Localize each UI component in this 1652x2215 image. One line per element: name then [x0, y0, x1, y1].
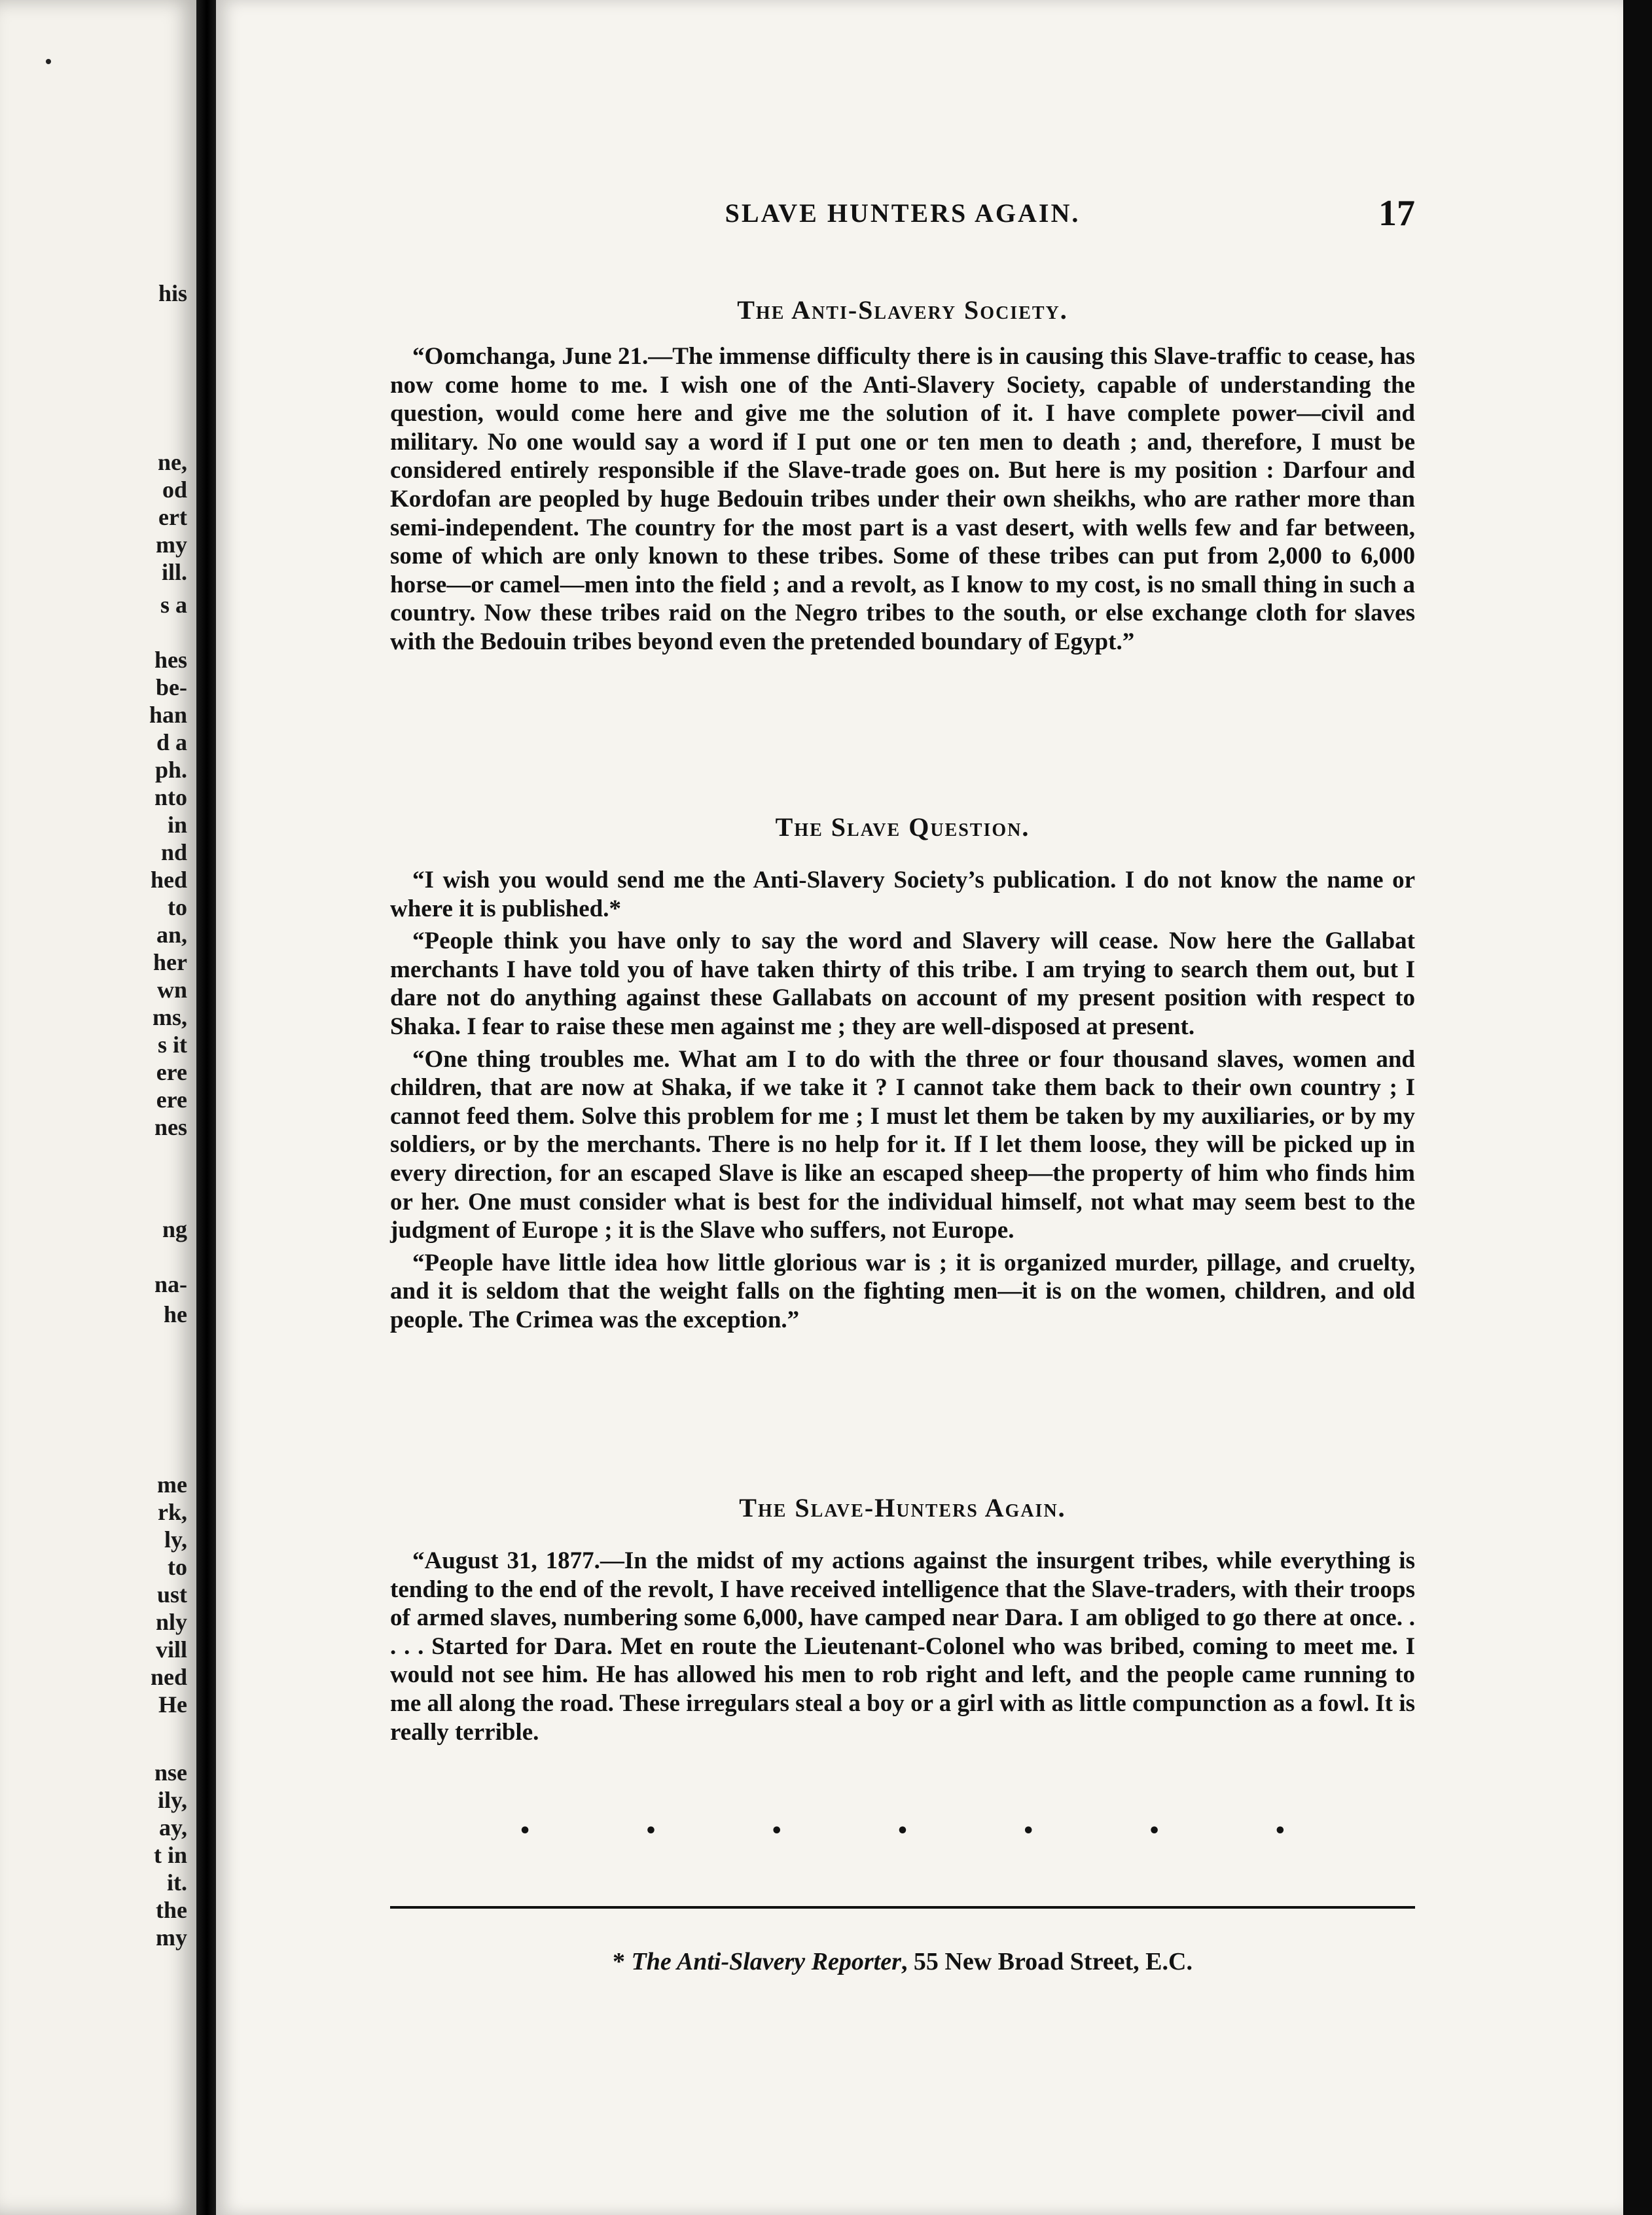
facing-page-fragment: it.	[167, 1869, 187, 1896]
facing-page-fragment: od	[162, 477, 187, 503]
separator-dot: •	[518, 1820, 531, 1843]
facing-page-fragment: nes	[154, 1114, 187, 1140]
facing-page-fragment: ere	[156, 1059, 187, 1085]
facing-page-fragment: me	[157, 1471, 187, 1498]
section-slave-hunters-again	[390, 1492, 1415, 1746]
facing-page-fragment: s it	[158, 1032, 187, 1058]
facing-page-fragment: s a	[160, 592, 187, 618]
paragraph: “People think you have only to say the word and Slavery will cease. Now here the Gallabat merchants I have told you of have taken thirty of this tribe. I am trying to search them out, but I dare not do anything against these Gallabats on account of my present position with respect to Shaka. I fear to raise these men against me ; they are well-disposed at present.	[390, 927, 1415, 1040]
facing-page-fragment: my	[156, 1924, 187, 1951]
facing-page-fragment: vill	[155, 1636, 187, 1663]
section-slave-question	[390, 812, 1415, 1335]
facing-page-fragment: an,	[156, 922, 187, 948]
facing-page-fragment: wn	[156, 977, 187, 1003]
facing-page-fragment: ay,	[158, 1814, 187, 1841]
paragraph: “One thing troubles me. What am I to do with the three or four thousand slaves, women and children, that are now at Shaka, if we take it ? I cannot take them back to their own country ; I cannot feed them. Solve this problem for me ; I must let them be taken by my auxiliaries, or by my soldiers, or by the merchants. There is no help for it. If I let them loose, they will be picked up in every direction, for an escaped Slave is like an escaped sheep—the property of him who finds him or her. One must consider what is best for the individual himself, not what may seem best to the judgment of Europe ; it is the Slave who suffers, not Europe.	[390, 1045, 1415, 1244]
facing-page-fragment: ng	[162, 1216, 187, 1242]
facing-page-fragment: na-	[154, 1271, 187, 1297]
facing-page-fragment: ne,	[158, 449, 187, 475]
facing-page-fragment: ere	[156, 1087, 187, 1113]
facing-page-fragment: he	[164, 1301, 187, 1327]
separator-dot: •	[1274, 1820, 1287, 1843]
separator-dot: •	[644, 1820, 658, 1843]
facing-page-fragment: ill.	[161, 559, 187, 585]
footnote-rule	[390, 1906, 1415, 1909]
facing-page-fragment: d a	[156, 729, 187, 755]
facing-page-fragment: ert	[158, 504, 187, 530]
running-title: SLAVE HUNTERS AGAIN.	[725, 198, 1081, 228]
facing-page-fragment: to	[168, 894, 187, 920]
separator-dot: •	[770, 1820, 783, 1843]
facing-page-fragment: hed	[150, 867, 187, 893]
facing-page-fragment: her	[153, 949, 187, 975]
facing-page-fragment: nly	[155, 1609, 187, 1635]
running-head	[390, 193, 1415, 237]
facing-page-fragment: ned	[150, 1664, 187, 1690]
facing-page-fragment: ph.	[154, 757, 187, 783]
facing-page-fragment: ms,	[153, 1004, 187, 1030]
ink-dot	[46, 59, 51, 64]
facing-page-fragment: nto	[154, 784, 187, 810]
facing-page-fragment: to	[168, 1554, 187, 1580]
facing-page-fragment: hes	[154, 647, 187, 673]
facing-page-fragment: nse	[154, 1759, 187, 1786]
paragraph: “I wish you would send me the Anti-Slavery Society’s publication. I do not know the name or where it is published.*	[390, 867, 1415, 922]
paragraph: “Oomchanga, June 21.—The immense difficulty there is in causing this Slave-traffic to cease, has now come home to me. I wish one of the Anti-Slavery Society, capable of understanding the question, would come here and give me the solution of it. I have complete power—civil and military. No one would say a word if I put one or ten men to death ; and, therefore, I must be considered entirely responsible if the Slave-trade goes on. But here is my position : Darfour and Kordofan are peopled by huge Bedouin tribes under their own sheikhs, who are rather more than semi-independent. The country for the most part is a vast desert, with wells few and far between, some of which are only known to these tribes. Some of these tribes can put from 2,000 to 6,000 horse—or camel—men into the field ; and a revolt, as I know to my cost, is no small thing in such a country. Now these tribes raid on the Negro tribes to the south, or else exchange cloth for slaves with the Bedouin tribes beyond even the pretended boundary of Egypt.”	[390, 343, 1415, 655]
footnote-publication: The Anti-Slavery Reporter	[631, 1948, 901, 1975]
section-heading: The Slave Question.	[775, 812, 1030, 842]
paragraph: “People have little idea how little glorious war is ; it is organized murder, pillage, and cruelty, and it is seldom that the weight falls on the fighting men—it is on the women, children, and old people. The Crimea was the exception.”	[390, 1249, 1415, 1333]
paragraph: “August 31, 1877.—In the midst of my actions against the insurgent tribes, while everything is tending to the end of the revolt, I have received intelligence that the Slave-traders, with their troops of armed slaves, numbering some 6,000, have camped near Dara. I am obliged to go there at once. . . . . Started for Dara. Met en route the Lieutenant-Colonel who was bribed, coming to meet me. I would not see him. He has allowed his men to rob right and left, and the people came running to me all along the road. These irregulars steal a boy or a girl with as little compunction as a fowl. It is really terrible.	[390, 1547, 1415, 1746]
facing-page-fragment: the	[156, 1897, 187, 1923]
facing-page	[0, 0, 196, 2215]
facing-page-fragment: t in	[153, 1842, 187, 1868]
page-number: 17	[1378, 193, 1415, 234]
facing-page-fragment: rk,	[158, 1499, 187, 1525]
facing-page-fragment: be-	[156, 674, 187, 700]
facing-page-fragment: ly,	[164, 1526, 187, 1553]
footnote-marker: *	[613, 1948, 632, 1975]
section-anti-slavery-society	[390, 295, 1415, 657]
facing-page-fragment: han	[149, 702, 187, 728]
facing-page-fragment: He	[158, 1691, 187, 1718]
facing-page-fragment: my	[156, 531, 187, 558]
book-page	[216, 0, 1623, 2215]
separator-dot: •	[896, 1820, 909, 1843]
facing-page-fragment: ust	[156, 1581, 187, 1608]
separator-dot: •	[1147, 1820, 1161, 1843]
facing-page-fragment: nd	[160, 839, 187, 865]
separator-dot: •	[1022, 1820, 1035, 1843]
facing-page-fragment: his	[158, 280, 187, 306]
section-separator	[390, 1820, 1415, 1843]
section-heading: The Anti-Slavery Society.	[737, 295, 1068, 325]
section-heading: The Slave-Hunters Again.	[739, 1493, 1066, 1522]
footnote-address: , 55 New Broad Street, E.C.	[901, 1948, 1193, 1975]
facing-page-fragment: ily,	[157, 1787, 187, 1813]
footnote	[390, 1947, 1415, 1976]
facing-page-fragment: in	[167, 812, 187, 838]
